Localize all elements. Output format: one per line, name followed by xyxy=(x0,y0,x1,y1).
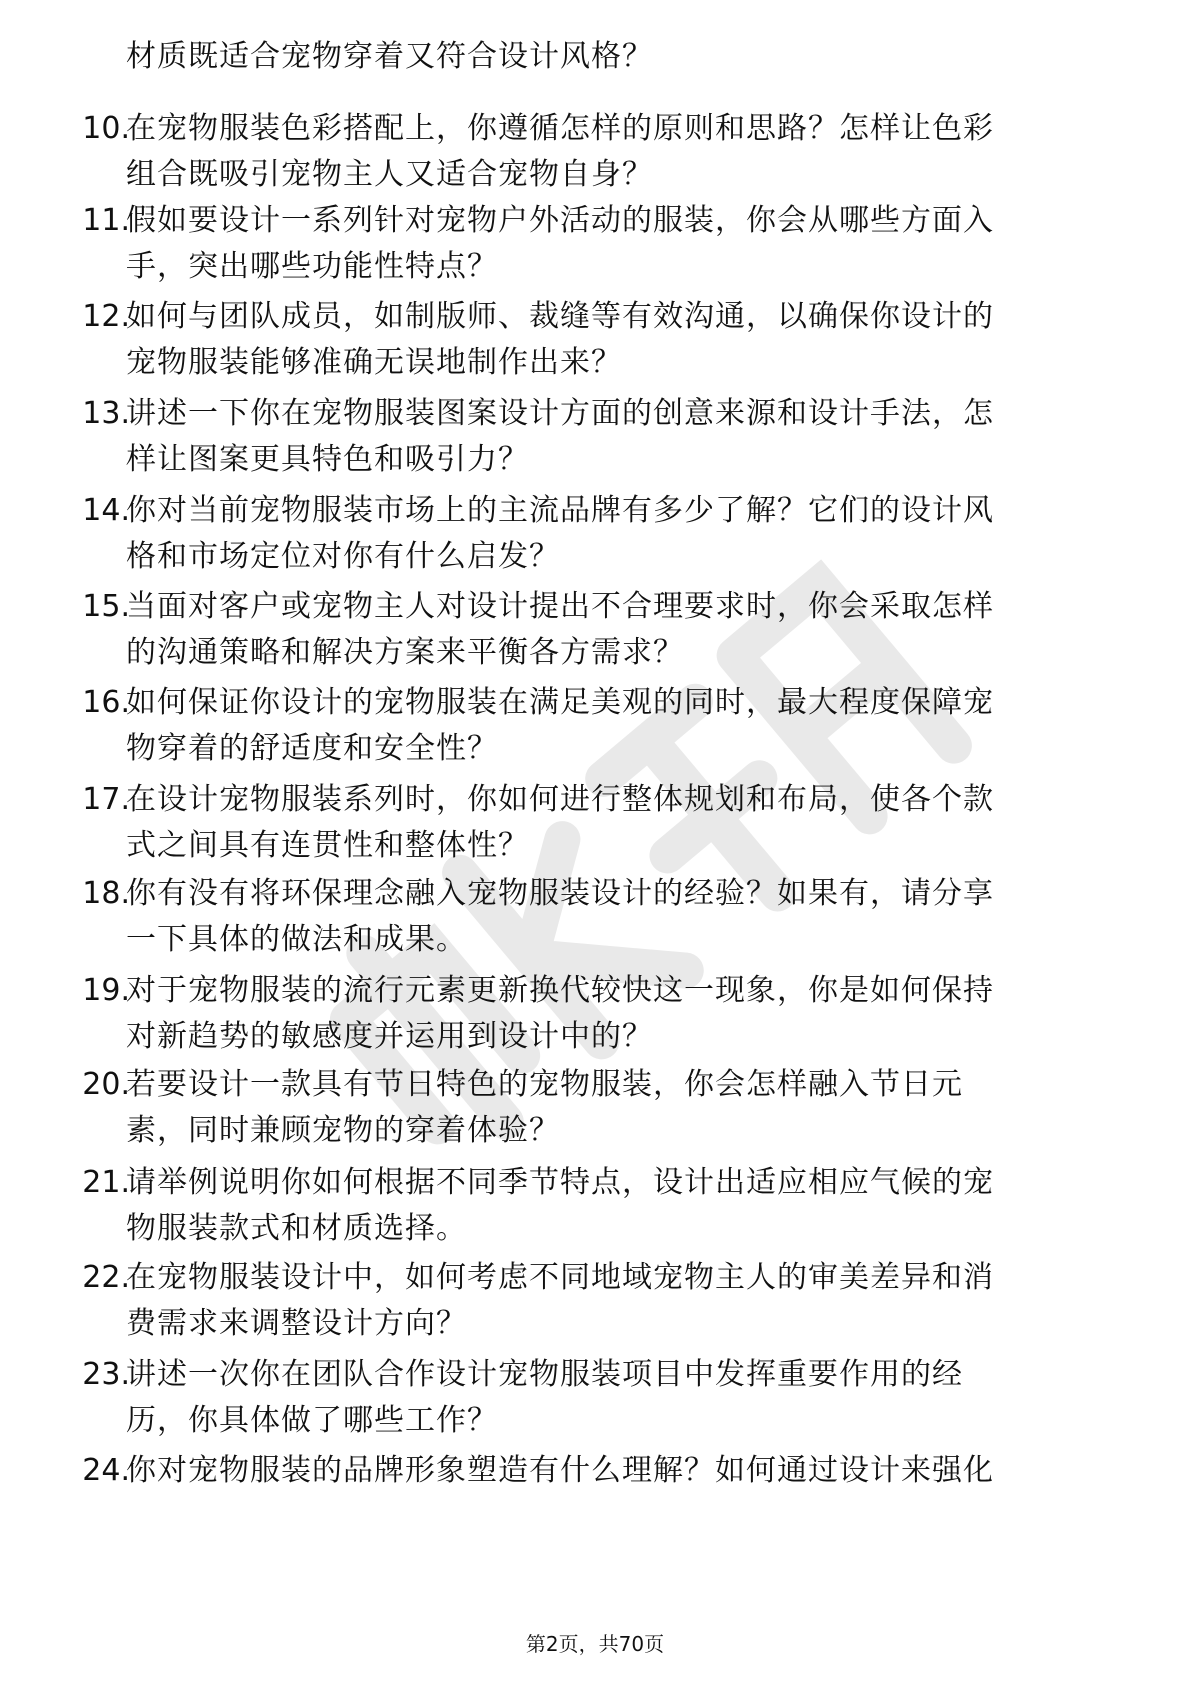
question-text xyxy=(126,1160,1126,1252)
question-line: 对新趋势的敏感度并运用到设计中的？ xyxy=(126,1019,653,1054)
question-number: 15. xyxy=(82,589,130,624)
question-line: 如何与团队成员，如制版师、裁缝等有效沟通，以确保你设计的 xyxy=(126,299,994,334)
question-text xyxy=(126,198,1126,290)
question-number: 20. xyxy=(82,1067,130,1102)
question-line: 式之间具有连贯性和整体性？ xyxy=(126,828,529,863)
question-line: 讲述一下你在宠物服装图案设计方面的创意来源和设计手法，怎 xyxy=(126,396,994,431)
question-text xyxy=(126,871,1126,963)
question-text xyxy=(126,1062,1126,1154)
question-text xyxy=(126,1448,1126,1494)
question-line: 你对宠物服装的品牌形象塑造有什么理解？如何通过设计来强化 xyxy=(126,1453,994,1488)
question-line: 样让图案更具特色和吸引力？ xyxy=(126,442,529,477)
question-number: 17. xyxy=(82,782,130,817)
question-line: 素，同时兼顾宠物的穿着体验？ xyxy=(126,1113,560,1148)
question-line: 宠物服装能够准确无误地制作出来？ xyxy=(126,345,622,380)
question-number: 11. xyxy=(82,203,130,238)
question-number: 22. xyxy=(82,1260,130,1295)
question-number: 21. xyxy=(82,1165,130,1200)
question-line: 在宠物服装设计中，如何考虑不同地域宠物主人的审美差异和消 xyxy=(126,1260,994,1295)
question-line: 假如要设计一系列针对宠物户外活动的服装，你会从哪些方面入 xyxy=(126,203,994,238)
question-text xyxy=(126,680,1126,772)
question-line: 费需求来调整设计方向？ xyxy=(126,1306,467,1341)
question-line: 讲述一次你在团队合作设计宠物服装项目中发挥重要作用的经 xyxy=(126,1357,963,1392)
question-text xyxy=(126,391,1126,483)
question-line: 手，突出哪些功能性特点？ xyxy=(126,249,498,284)
question-text xyxy=(126,777,1126,869)
page-number-footer: 第2页，共70页 xyxy=(525,1632,665,1656)
question-text xyxy=(126,34,1126,80)
question-number: 10. xyxy=(82,111,130,146)
question-number: 23. xyxy=(82,1357,130,1392)
question-line: 如何保证你设计的宠物服装在满足美观的同时，最大程度保障宠 xyxy=(126,685,994,720)
question-line: 在宠物服装色彩搭配上，你遵循怎样的原则和思路？怎样让色彩 xyxy=(126,111,994,146)
question-number: 16. xyxy=(82,685,130,720)
question-number: 19. xyxy=(82,973,130,1008)
question-text xyxy=(126,488,1126,580)
question-text xyxy=(126,1255,1126,1347)
question-line: 一下具体的做法和成果。 xyxy=(126,922,467,957)
question-number: 13. xyxy=(82,396,130,431)
question-text xyxy=(126,106,1126,198)
question-number: 12. xyxy=(82,299,130,334)
question-text xyxy=(126,1352,1126,1444)
question-text xyxy=(126,968,1126,1060)
question-line: 对于宠物服装的流行元素更新换代较快这一现象，你是如何保持 xyxy=(126,973,994,1008)
question-line: 的沟通策略和解决方案来平衡各方需求？ xyxy=(126,635,684,670)
question-line: 请举例说明你如何根据不同季节特点，设计出适应相应气候的宠 xyxy=(126,1165,994,1200)
question-line: 材质既适合宠物穿着又符合设计风格？ xyxy=(126,39,653,74)
question-line: 你有没有将环保理念融入宠物服装设计的经验？如果有，请分享 xyxy=(126,876,994,911)
question-line: 你对当前宠物服装市场上的主流品牌有多少了解？它们的设计风 xyxy=(126,493,994,528)
question-number: 24. xyxy=(82,1453,130,1488)
question-line: 当面对客户或宠物主人对设计提出不合理要求时，你会采取怎样 xyxy=(126,589,994,624)
question-line: 物服装款式和材质选择。 xyxy=(126,1211,467,1246)
question-line: 物穿着的舒适度和安全性？ xyxy=(126,731,498,766)
question-line: 组合既吸引宠物主人又适合宠物自身？ xyxy=(126,157,653,192)
question-text xyxy=(126,584,1126,676)
question-line: 格和市场定位对你有什么启发？ xyxy=(126,539,560,574)
question-line: 历，你具体做了哪些工作？ xyxy=(126,1403,498,1438)
question-line: 若要设计一款具有节日特色的宠物服装，你会怎样融入节日元 xyxy=(126,1067,963,1102)
question-line: 在设计宠物服装系列时，你如何进行整体规划和布局，使各个款 xyxy=(126,782,994,817)
question-number: 18. xyxy=(82,876,130,911)
question-text xyxy=(126,294,1126,386)
question-number: 14. xyxy=(82,493,130,528)
